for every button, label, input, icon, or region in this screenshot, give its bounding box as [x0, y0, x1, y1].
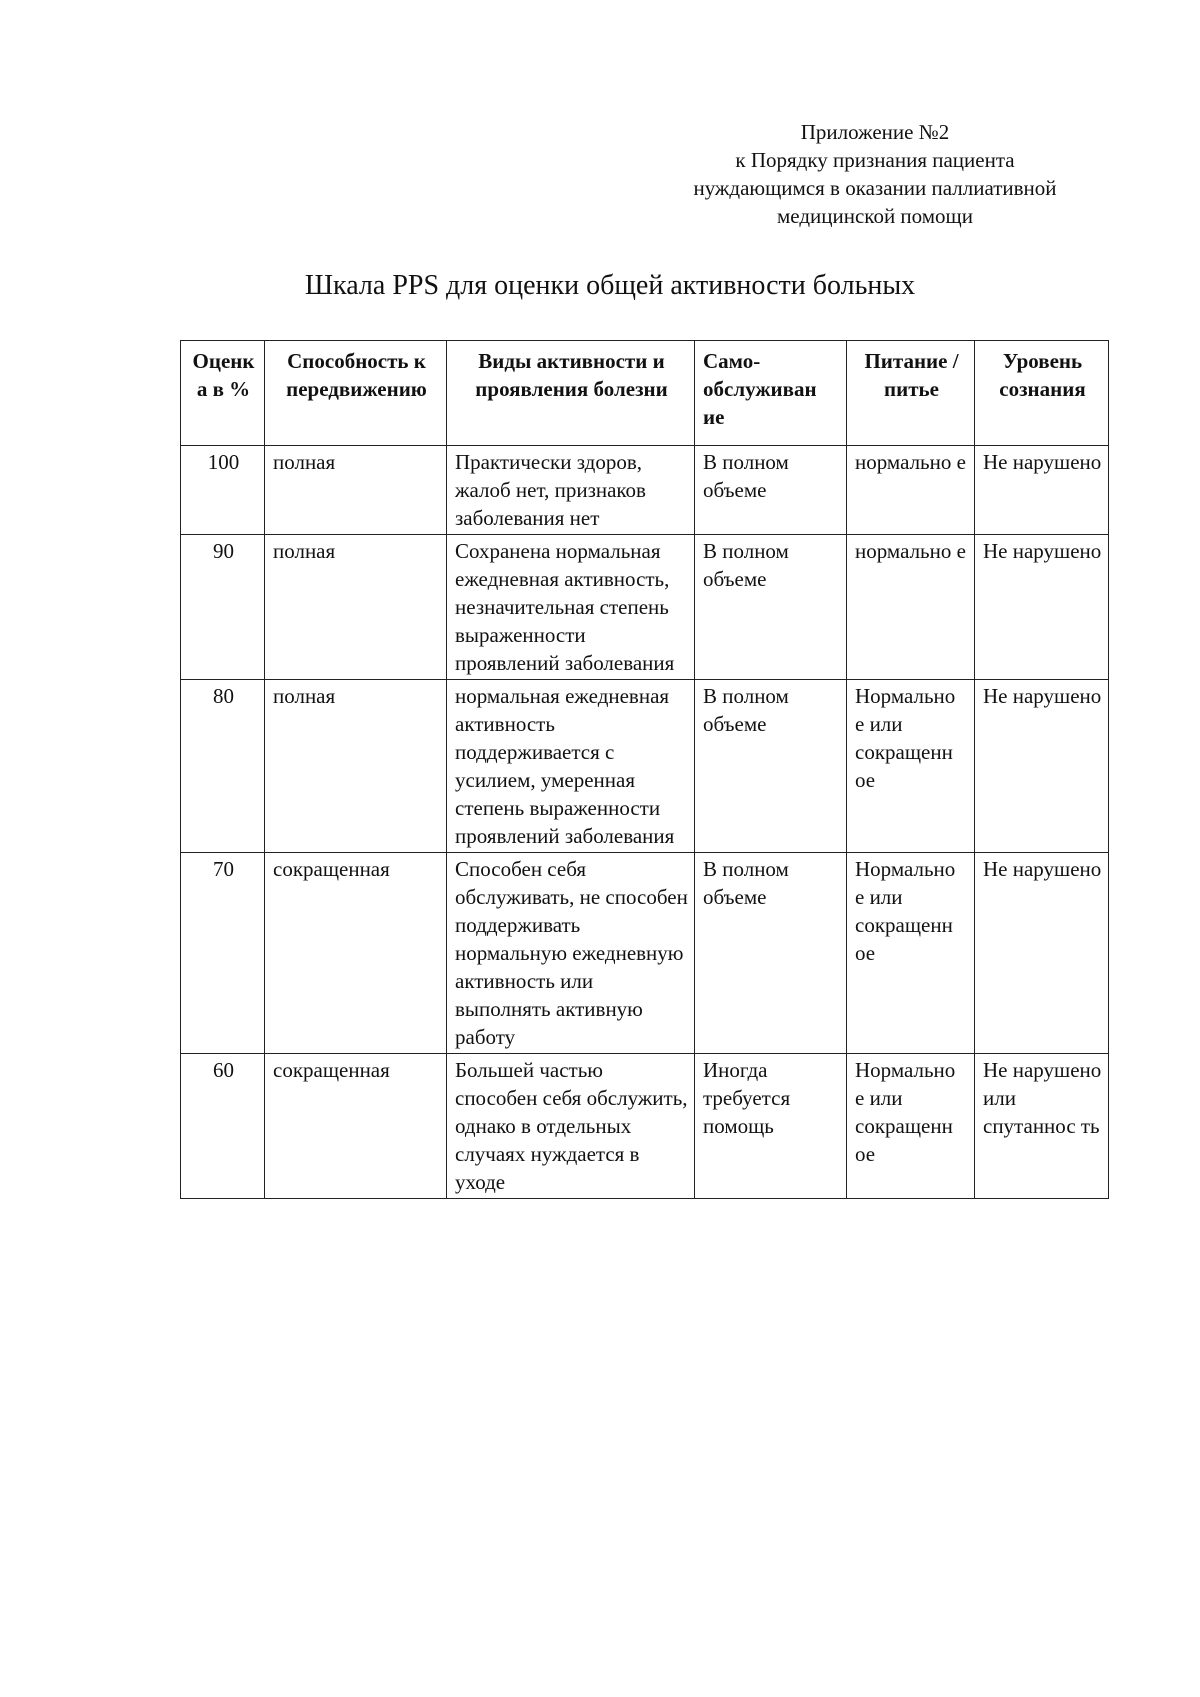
pps-scale-table — [180, 340, 1109, 1199]
appendix-line: нуждающимся в оказании паллиативной — [693, 176, 1057, 200]
cell-selfcare: В полном объеме — [695, 680, 847, 853]
cell-consciousness: Не нарушено — [975, 853, 1109, 1054]
table-row — [181, 680, 1109, 853]
cell-activity: Способен себя обслуживать, не способен поддерживать нормальную ежедневную активность или выполнять активную работу — [447, 853, 695, 1054]
cell-mobility: сокращенная — [265, 1054, 447, 1199]
header-selfcare: Само-обслуживан ие — [695, 341, 847, 446]
cell-mobility: полная — [265, 446, 447, 535]
cell-score: 80 — [181, 680, 265, 853]
header-consciousness: Уровень сознания — [975, 341, 1109, 446]
cell-mobility: полная — [265, 535, 447, 680]
cell-selfcare: В полном объеме — [695, 446, 847, 535]
cell-consciousness: Не нарушено или спутаннос ть — [975, 1054, 1109, 1199]
cell-activity: Сохранена нормальная ежедневная активность, незначительная степень выраженности проявлений заболевания — [447, 535, 695, 680]
header-intake: Питание /питье — [847, 341, 975, 446]
document-title: Шкала PPS для оценки общей активности больных — [304, 270, 916, 301]
appendix-line: медицинской помощи — [777, 204, 973, 228]
cell-selfcare: В полном объеме — [695, 853, 847, 1054]
table-row — [181, 1054, 1109, 1199]
appendix-line: Приложение №2 — [800, 120, 950, 144]
table-row — [181, 535, 1109, 680]
header-activity: Виды активности и проявления болезни — [447, 341, 695, 446]
table-row — [181, 853, 1109, 1054]
cell-activity: Большей частью способен себя обслужить, однако в отдельных случаях нуждается в уходе — [447, 1054, 695, 1199]
cell-consciousness: Не нарушено — [975, 680, 1109, 853]
cell-score: 100 — [181, 446, 265, 535]
cell-selfcare: В полном объеме — [695, 535, 847, 680]
table-header-row — [181, 341, 1109, 446]
cell-intake: Нормально е или сокращенн ое — [847, 1054, 975, 1199]
cell-score: 90 — [181, 535, 265, 680]
cell-score: 60 — [181, 1054, 265, 1199]
cell-consciousness: Не нарушено — [975, 535, 1109, 680]
cell-intake: нормально е — [847, 535, 975, 680]
header-score: Оценк а в % — [181, 341, 265, 446]
cell-selfcare: Иногда требуется помощь — [695, 1054, 847, 1199]
cell-intake: нормально е — [847, 446, 975, 535]
cell-mobility: сокращенная — [265, 853, 447, 1054]
appendix-header — [640, 118, 1110, 230]
table-row — [181, 446, 1109, 535]
appendix-line: к Порядку признания пациента — [735, 148, 1015, 172]
cell-score: 70 — [181, 853, 265, 1054]
cell-intake: Нормально е или сокращенн ое — [847, 853, 975, 1054]
cell-activity: нормальная ежедневная активность поддерживается с усилием, умеренная степень выраженности проявлений заболевания — [447, 680, 695, 853]
cell-consciousness: Не нарушено — [975, 446, 1109, 535]
cell-activity: Практически здоров, жалоб нет, признаков заболевания нет — [447, 446, 695, 535]
header-mobility: Способность к передвижению — [265, 341, 447, 446]
cell-intake: Нормально е или сокращенн ое — [847, 680, 975, 853]
cell-mobility: полная — [265, 680, 447, 853]
